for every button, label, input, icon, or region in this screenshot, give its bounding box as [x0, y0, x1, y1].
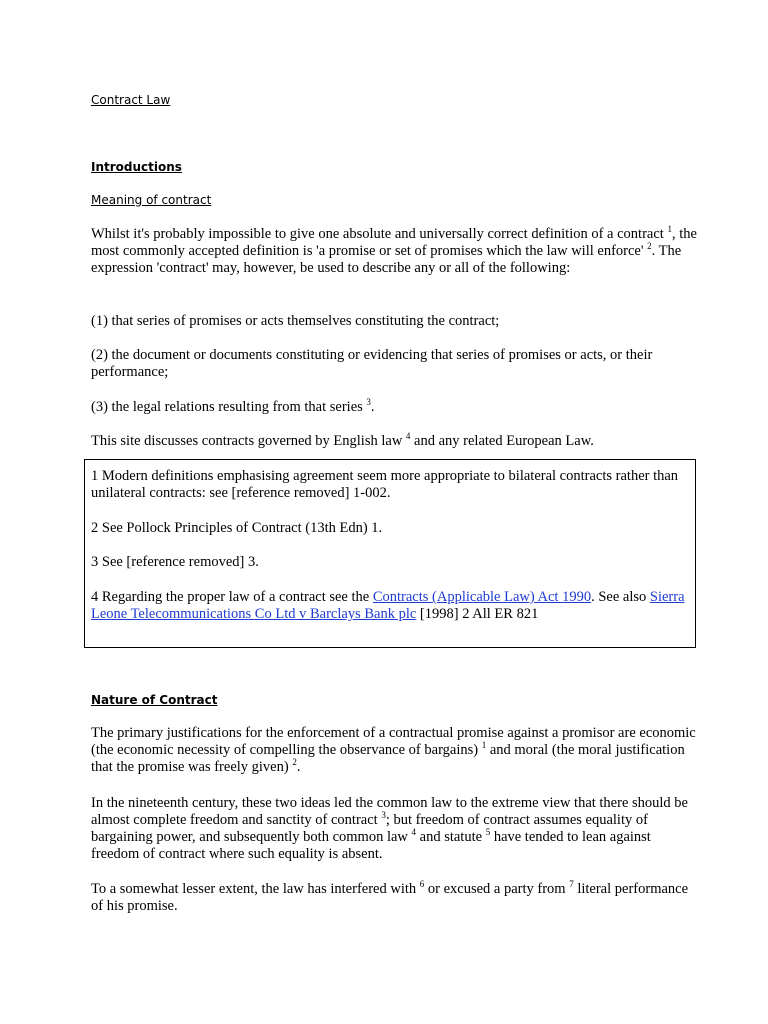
text: To a somewhat lesser extent, the law has interfered with — [91, 881, 420, 897]
footnote-ref: 6 — [419, 879, 425, 889]
paragraph-justifications — [91, 725, 701, 776]
footnote-ref: 1 — [481, 740, 487, 750]
paragraph-nineteenth-century — [91, 795, 701, 863]
text: or excused a party from — [424, 881, 570, 897]
footnote-ref: 3 — [366, 397, 371, 407]
footnote-ref: 4 — [405, 431, 411, 441]
paragraph-definition — [91, 226, 701, 277]
text: . — [296, 759, 301, 775]
text: Whilst it's probably impossible to give one absolute and universally correct definition of a contract — [91, 226, 668, 242]
text: , the most commonly accepted definition is 'a promise or set of promises which the law will enforce' — [91, 226, 697, 259]
footnote-ref: 5 — [485, 827, 491, 837]
text: The primary justifications for the enforcement of a contractual promise against a promisor are economic (the economic necessity of compelling the observance of bargains) — [91, 725, 696, 758]
text: and statute — [416, 829, 486, 845]
footnote-ref: 2 — [292, 757, 297, 767]
footnote-ref: 3 — [381, 810, 386, 820]
paragraph-site-scope — [91, 433, 701, 450]
footnote-ref: 4 — [411, 827, 417, 837]
text: (3) the legal relations resulting from that series — [91, 399, 367, 415]
heading-nature-of-contract: Nature of Contract — [91, 693, 218, 707]
list-item-1: (1) that series of promises or acts themselves constituting the contract; — [91, 313, 500, 329]
text: . See also — [591, 589, 650, 605]
footnote-1: 1 Modern definitions emphasising agreement seem more appropriate to bilateral contracts rather than unilateral contracts: see [reference removed] 1-002. — [91, 468, 679, 501]
footnote-4 — [91, 589, 687, 623]
footnote-3: 3 See [reference removed] 3. — [91, 554, 259, 570]
footnotes-box — [84, 459, 696, 648]
list-item-2: (2) the document or documents constituting or evidencing that series of promises or acts, or their performance; — [91, 347, 653, 380]
text: . — [370, 399, 375, 415]
text: This site discusses contracts governed by English law — [91, 433, 406, 449]
footnote-2: 2 See Pollock Principles of Contract (13th Edn) 1. — [91, 520, 383, 536]
list-item-3 — [91, 399, 701, 416]
text: and any related European Law. — [410, 433, 594, 449]
text: literal performance of his promise. — [91, 881, 689, 914]
text: ; but freedom of contract assumes equality of bargaining power, and subsequently both common law — [91, 812, 648, 845]
link-sierra-leone-case[interactable]: Sierra Leone Telecommunications Co Ltd v Barclays Bank plc — [91, 589, 685, 622]
text: 4 Regarding the proper law of a contract see the — [91, 589, 373, 605]
text: and moral (the moral justification that the promise was freely given) — [91, 742, 685, 775]
text: [1998] 2 All ER 821 — [416, 606, 539, 622]
document-page — [91, 0, 703, 1024]
paragraph-lesser-extent — [91, 881, 701, 915]
footnote-ref: 7 — [569, 879, 574, 889]
footnote-ref: 1 — [667, 224, 672, 234]
text: have tended to lean against freedom of contract where such equality is absent. — [91, 829, 651, 862]
heading-introductions: Introductions — [91, 160, 182, 174]
footnote-ref: 2 — [647, 241, 652, 251]
text: In the nineteenth century, these two ideas led the common law to the extreme view that there should be almost complete freedom and sanctity of contract — [91, 795, 688, 828]
link-contracts-applicable-law-act[interactable]: Contracts (Applicable Law) Act 1990 — [372, 589, 592, 605]
text: . The expression 'contract' may, however, be used to describe any or all of the following: — [91, 243, 682, 276]
document-title: Contract Law — [91, 93, 171, 107]
heading-meaning-of-contract: Meaning of contract — [91, 193, 212, 207]
